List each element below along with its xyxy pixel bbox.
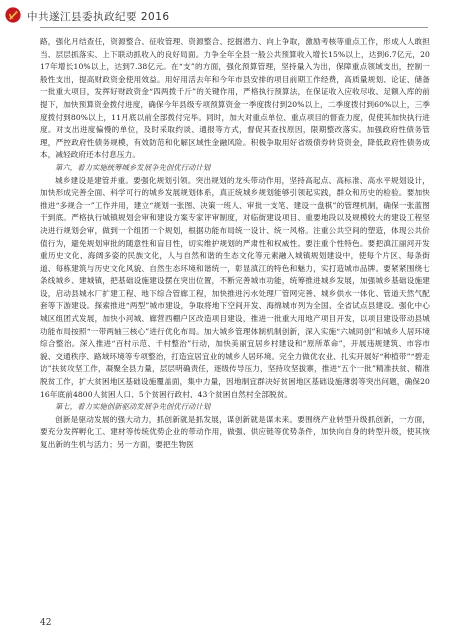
document-body xyxy=(40,36,430,452)
body-paragraph: 路，强化月结查任，资源整合、征收管理、资源整合、挖掘潜力、向上争取，激励考核等重点工作，形成人人敢担当、层层抓落实、上下联动抓收入的良好局面。力争全年全县一般公共预算收入增长15%以上，达到6.7亿元，2017年增长10%以上，达到7.38亿元。在“支”的方面，强化预算管理，坚持量入为出，保障重点领域支出，控制一般性支出，提高财政资金使用效益。用好用活去年和今年市县安排的项目前期工作经费，高质量规划、论证、储备一批重大项目，发挥好财政资金“四两拨千斤”的关键作用，严格执行预算法，在保证收入应收尽收、足额入库的前提下，加快预算资金拨付进度，确保今年县级专项预算资金一季度拨付到20%以上，二季度拨付到60%以上，三季度拨付到80%以上，11月底以前全部拨付完毕。同时，加大对重点单位、重点项目的督查力度，促使其加快执行进度。对支出进度偏慢的单位，及时采取约谈、通报等方式，督促其查找原因，限期整改落实。加强政府性债务管理，严控政府性债务规模，有效防范和化解区域性金融风险。积极争取用好省级债券转贷资金，降低政府性债务成本，减轻政府还本付息压力。 xyxy=(40,37,430,160)
body-paragraph: 城乡建设是建管并重。要强化规划引领。突出规划的龙头带动作用，坚持高起点、高标准、高水平规划设计，加快形成完善全面、科学可行的城乡发展规划体系，真正统城乡规划能够引领起实践，群众和历史的检验。要加快推进“多规合一”工作并用，建立“规划一张图、决策一班人、审批一支笔、建设一盘棋”的管理机制，确保一张蓝图干到底。严格执行城镇规划会审和建设方案专家评审制度，对临街建设项目、重要地段以及规模较大的建设工程坚决进行规划会审，做到一个组团一个规划，根据功能布局统一设计、统一风格。注重公共空间的塑造，体现公共价值行为，避免规划审批的随意性和盲目性，切实维护规划的严肃性和权威性。要注重个性特色。要把滇江丽河开发重历史文化、海阔多姿的民族文化，人与自然和谐的生态文化等元素融入城镇规划建设中，使每个片区、每条街道、每栋建筑与历史文化风貌、自然生态环境和谐统一，彰显滇江的特色和魅力，实打造城市品牌。要紧紧围绕七条线城乡、建城镇，把基础设施建设摆在突出位置，不断完善城市功能，统筹推进城乡发展，加强城乡基础设施建设，启动县城水厂扩建工程、地下综合管廊工程，加快推进污水处理厂管网完善、城乡供水一体化、管道天然气配套等下游建设。探索推进“两型”城市建设，争取将地下空间开发、海绵城市列为全国、全省试点县建设。强化中心城区组团式发展，加快小河城、廊营西棚户区改造项目建设，推进一批重大用地产项目开发，以项目建设带动县城功能布局按照“一带两轴三核心”进行优化布局。加大城乡管理体制机制创新，深入实施“六城同创”和城乡人居环境综合整治。深入推进“百村示范、千村整治”行动，加快美丽宜居乡村建设和“原所革命”，开展违规建筑、市容市貌、交通秩序、路域环境等专项整治，打造宜居宜业的城乡人居环境。完全力做优农业、扎实开展好“种植带”“碧走访”扶贫攻坚工作，凝聚全县力量，层层明确责任，逐级传导压力，坚持攻坚拔寨，推进“五个一批”精准扶贫、精准脱贫工作，扩大贫困地区基础设施覆盖面，集中力量，因地制宜群决好贫困地区基础设施薄弱等突出问题，确保2016年底前4800人贫困人口、5个贫困行政村、43个贫困自然村全部脱贫。 xyxy=(40,175,430,399)
page-header xyxy=(0,0,468,30)
header-title: 中共遂江县委执政纪要 2016 xyxy=(27,11,170,23)
section-heading: 第七，着力实施创新驱动发展争先创优行动计划 xyxy=(55,402,211,412)
header-divider xyxy=(40,27,428,28)
page-number: 42 xyxy=(40,618,52,628)
section-heading: 第六，着力实施统筹城乡发展争先创优行动计划 xyxy=(55,162,211,172)
body-paragraph: 创新是驱动发展的强大动力，抓创新就是抓发展，谋创新就是谋未来。要围绕产业转型升级抓创新，一方面，要充分发挥孵化工、建材等传统优势企业的带动作用，做强、供应链等优势条件，加快向自身的转型升级，使其恢复出新的生机与活力；另一方面，要把生物医 xyxy=(40,414,430,449)
party-emblem-icon xyxy=(5,7,21,23)
